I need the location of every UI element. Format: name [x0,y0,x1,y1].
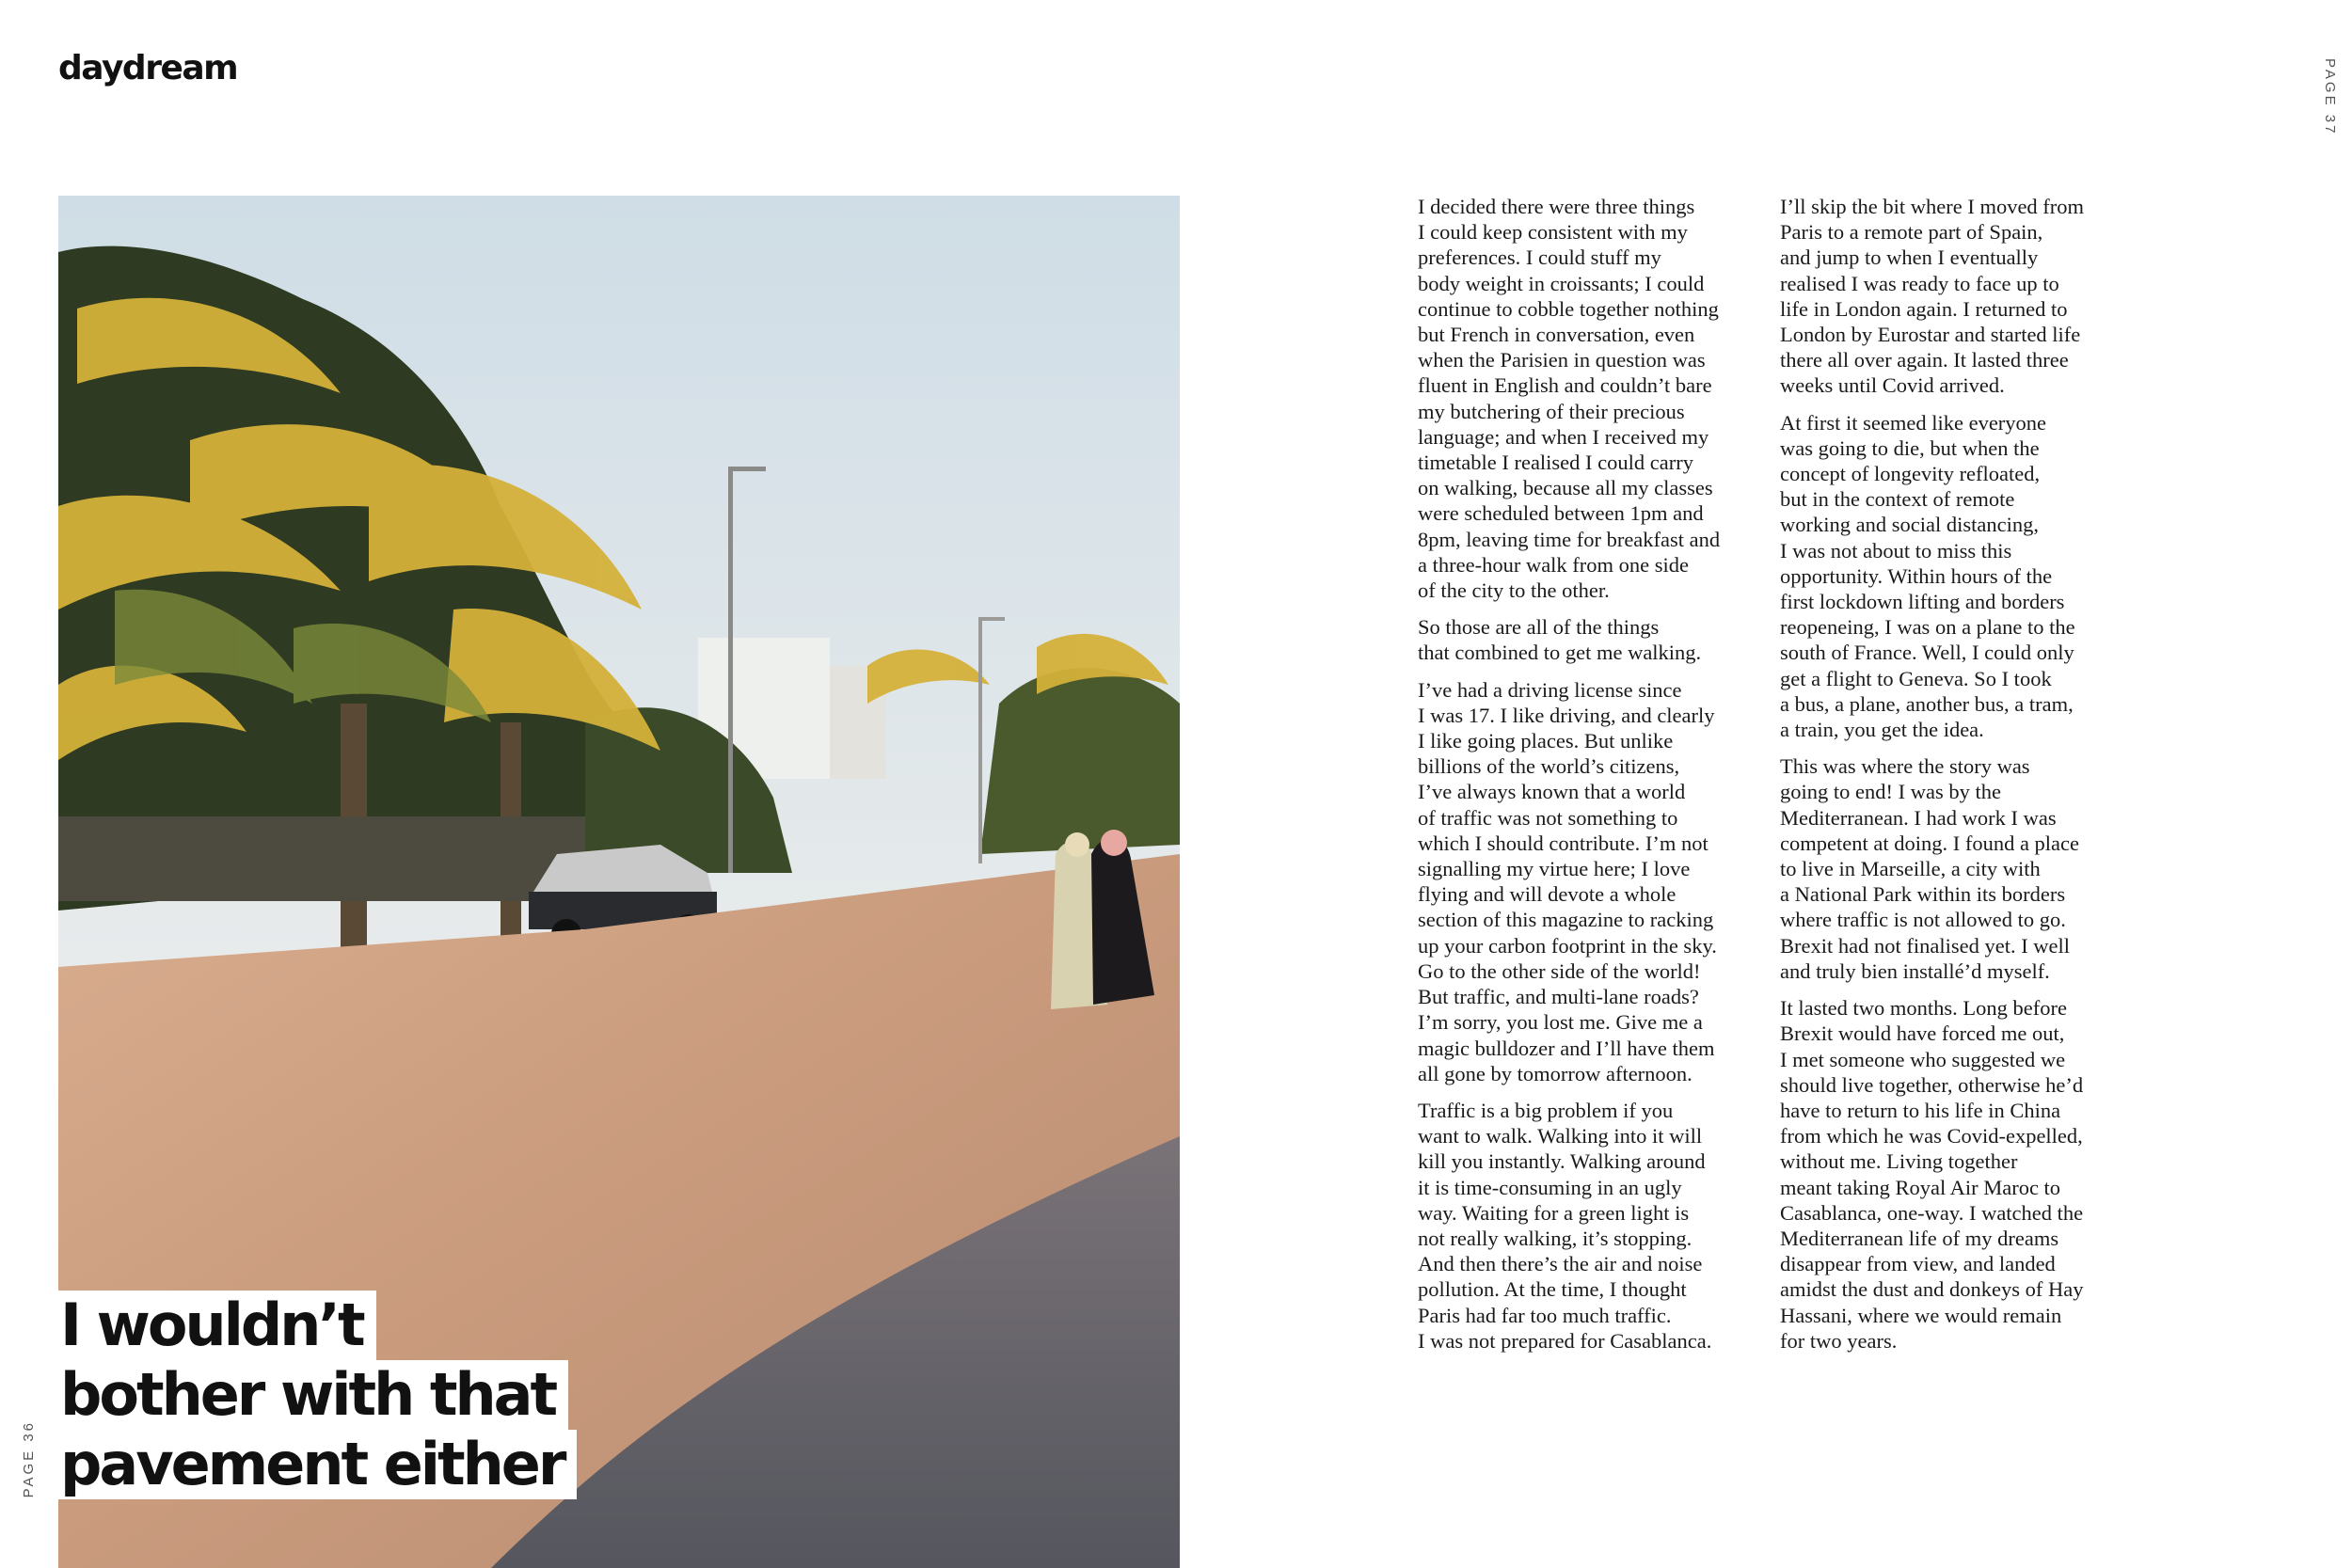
body-paragraph: This was where the story was going to end! I was by the Mediterranean. I had work I was competent at doing. I found a place to live in Marseille, a city with a National Park within its borders where traffic is not allowed to go. Brexit had not finalised yet. I well and truly bien installé’d myself. [1780,754,2080,983]
page-number-right: PAGE 37 [2322,58,2338,136]
body-paragraph: I decided there were three things I could keep consistent with my preferences. I could stuff my body weight in croissants; I could continue to cobble together nothing but French in conversation, even when the Parisien in question was fluent in English and couldn’t bare my butchering of their precious language; and when I received my timetable I realised I could carry on walking, because all my classes were scheduled between 1pm and 8pm, leaving time for breakfast and a three-hour walk from one side of the city to the other. [1418,195,1721,603]
body-column-1 [1418,194,1775,1365]
page-number-left: PAGE 36 [21,1420,37,1498]
body-paragraph: At first it seemed like everyone was going to die, but when the concept of longevity refloated, but in the context of remote working and social distancing, I was not about to miss this opportunity. Within hours of the first lockdown lifting and borders reopeneing, I was on a plane to the south of France. Well, I could only get a flight to Geneva. So I took a bus, a plane, another bus, a tram, a train, you get the idea. [1780,410,2075,742]
body-paragraph: I’ll skip the bit where I moved from Paris to a remote part of Spain, and jump to when I eventually realised I was ready to face up to life in London again. I returned to London by Eurostar and started life there all over again. It lasted three weeks until Covid arrived. [1780,195,2085,398]
body-paragraph: I’ve had a driving license since I was 17. I like driving, and clearly I like going places. But unlike billions of the world’s citizens, I’ve always known that a world of traffic was not something to which I should contribute. I’m not signalling my virtue here; I love flying and will devote a whole section of this magazine to racking up your carbon footprint in the sky. Go to the other side of the world! But traffic, and multi-lane roads? I’m sorry, you lost me. Give me a magic bulldozer and I’ll have them all gone by tomorrow afternoon. [1418,677,1717,1085]
body-paragraph: So those are all of the things that combined to get me walking. [1418,615,1702,665]
magazine-logo: daydream [58,49,238,87]
headline-line-1: I wouldn’t [58,1291,376,1360]
headline-line-3: pavement either [58,1430,577,1499]
body-paragraph: Traffic is a big problem if you want to walk. Walking into it will kill you instantly. Walking around it is time-consuming in an ugly way. Waiting for a green light is not really walking, it’s stopping. And then there’s the air and noise pollution. At the time, I thought Paris had far too much traffic. I was not prepared for Casablanca. [1418,1098,1712,1353]
body-column-2 [1780,194,2137,1365]
headline [58,1291,577,1499]
body-paragraph: It lasted two months. Long before Brexit would have forced me out, I met someone who suggested we should live together, otherwise he’d have to return to his life in China from which he was Covid-expelled, without me. Living together meant taking Royal Air Maroc to Casablanca, one-way. I watched the Mediterranean life of my dreams disappear from view, and landed amidst the dust and donkeys of Hay Hassani, where we would remain for two years. [1780,996,2084,1353]
headline-line-2: bother with that [58,1360,568,1430]
